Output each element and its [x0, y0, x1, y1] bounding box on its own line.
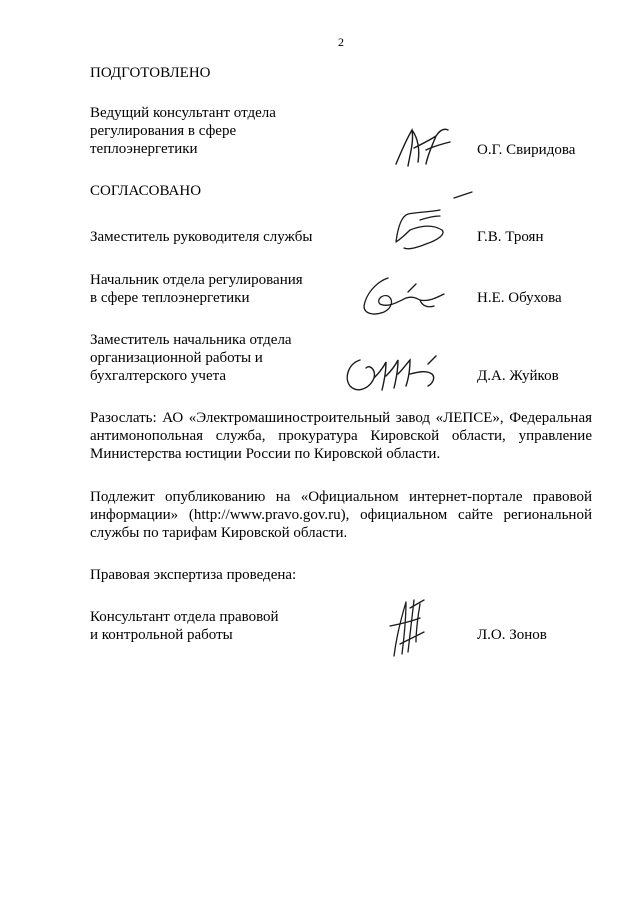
agreed-heading: СОГЛАСОВАНО: [90, 183, 202, 199]
signature-obukhova: [358, 272, 458, 322]
title-line: Ведущий консультант отдела: [90, 105, 276, 121]
title-line: Начальник отдела регулирования: [90, 272, 303, 288]
legal-review-signer-title: [90, 608, 279, 644]
prepared-heading: ПОДГОТОВЛЕНО: [90, 65, 211, 81]
title-line: в сфере теплоэнергетики: [90, 290, 250, 306]
signature-zonov: [380, 596, 440, 660]
signer-name: О.Г. Свиридова: [477, 142, 576, 158]
agreed-signer-title: [90, 271, 303, 307]
title-line: Консультант отдела правовой: [90, 609, 279, 625]
paragraph-line: антимонопольная служба, прокуратура Кировской области, управление: [90, 428, 592, 444]
title-line: теплоэнергетики: [90, 141, 198, 157]
title-line: и контрольной работы: [90, 627, 233, 643]
signature-zhuikov: [340, 350, 460, 400]
distribution-paragraph: [90, 409, 592, 463]
title-line: регулирования в сфере: [90, 123, 237, 139]
paragraph-line: Подлежит опубликованию на «Официальном интернет-портале правовой: [90, 489, 592, 505]
signature-sviridova: [392, 120, 462, 172]
title-line: организационной работы и: [90, 350, 263, 366]
title-line: Заместитель руководителя службы: [90, 229, 313, 245]
paragraph-line: Разослать: АО «Электромашиностроительный завод «ЛЕПСЕ», Федеральная: [90, 410, 592, 426]
signer-name: Л.О. Зонов: [477, 627, 547, 643]
paragraph-line: Министерства юстиции России по Кировской области.: [90, 446, 441, 462]
title-line: Заместитель начальника отдела: [90, 332, 292, 348]
legal-review-statement: Правовая экспертиза проведена:: [90, 567, 297, 583]
signer-name: Н.Е. Обухова: [477, 290, 562, 306]
title-line: бухгалтерского учета: [90, 368, 227, 384]
paragraph-line: информации» (http://www.pravo.gov.ru), официальном сайте региональной: [90, 507, 592, 523]
signer-name: Д.А. Жуйков: [477, 368, 559, 384]
signer-name: Г.В. Троян: [477, 229, 544, 245]
agreed-signer-title: [90, 331, 292, 385]
signature-troyan: [380, 190, 480, 260]
publication-paragraph: [90, 488, 592, 542]
page-number: 2: [338, 35, 344, 49]
agreed-signer-title: [90, 228, 312, 246]
prepared-signer-title: [90, 104, 276, 158]
paragraph-line: службы по тарифам Кировской области.: [90, 525, 348, 541]
